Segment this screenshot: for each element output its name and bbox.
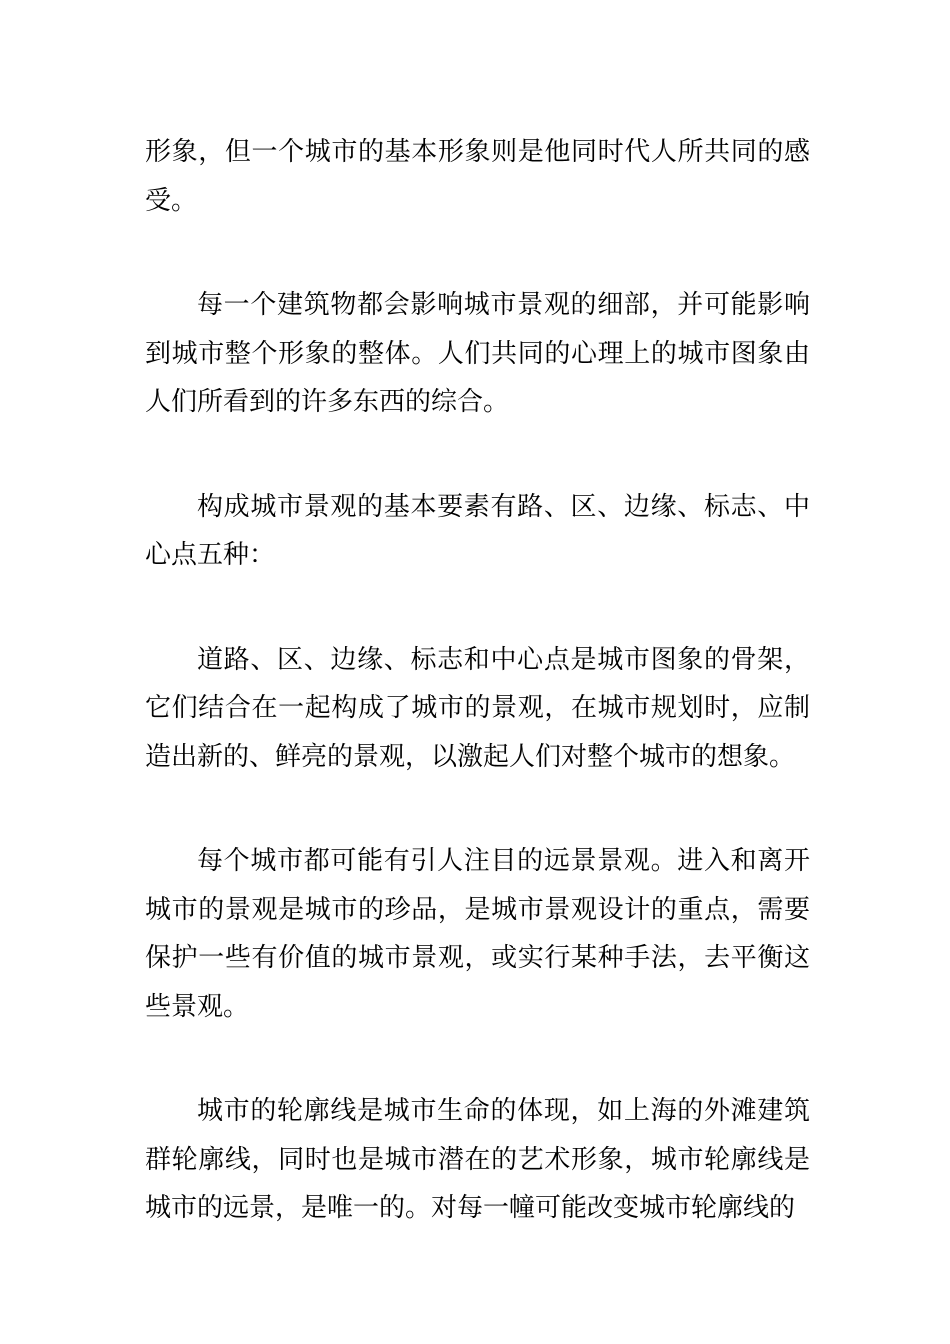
paragraph-5: 每个城市都可能有引人注目的远景景观。进入和离开城市的景观是城市的珍品，是城市景观设计的重点，需要保护一些有价值的城市景观，或实行某种手法，去平衡这些景观。	[145, 846, 810, 1022]
paragraph-3: 构成城市景观的基本要素有路、区、边缘、标志、中心点五种：	[145, 491, 810, 570]
paragraph-gap	[145, 1031, 810, 1087]
paragraph-2: 每一个建筑物都会影响城市景观的细部，并可能影响到城市整个形象的整体。人们共同的心理上的城市图象由人们所看到的许多东西的综合。	[145, 290, 810, 417]
paragraph-gap	[145, 781, 810, 837]
paragraph-gap	[145, 427, 810, 483]
paragraph-gap	[145, 225, 810, 281]
paragraph-gap	[145, 580, 810, 636]
paragraph-1: 形象，但一个城市的基本形象则是他同时代人所共同的感受。	[145, 137, 810, 216]
paragraph-6: 城市的轮廓线是城市生命的体现，如上海的外滩建筑群轮廓线，同时也是城市潜在的艺术形象，城市轮廓线是城市的远景，是唯一的。对每一幢可能改变城市轮廓线的	[145, 1096, 810, 1223]
text-column	[145, 128, 810, 1233]
paragraph-4: 道路、区、边缘、标志和中心点是城市图象的骨架，它们结合在一起构成了城市的景观，在城市规划时，应制造出新的、鲜亮的景观，以激起人们对整个城市的想象。	[145, 644, 810, 772]
